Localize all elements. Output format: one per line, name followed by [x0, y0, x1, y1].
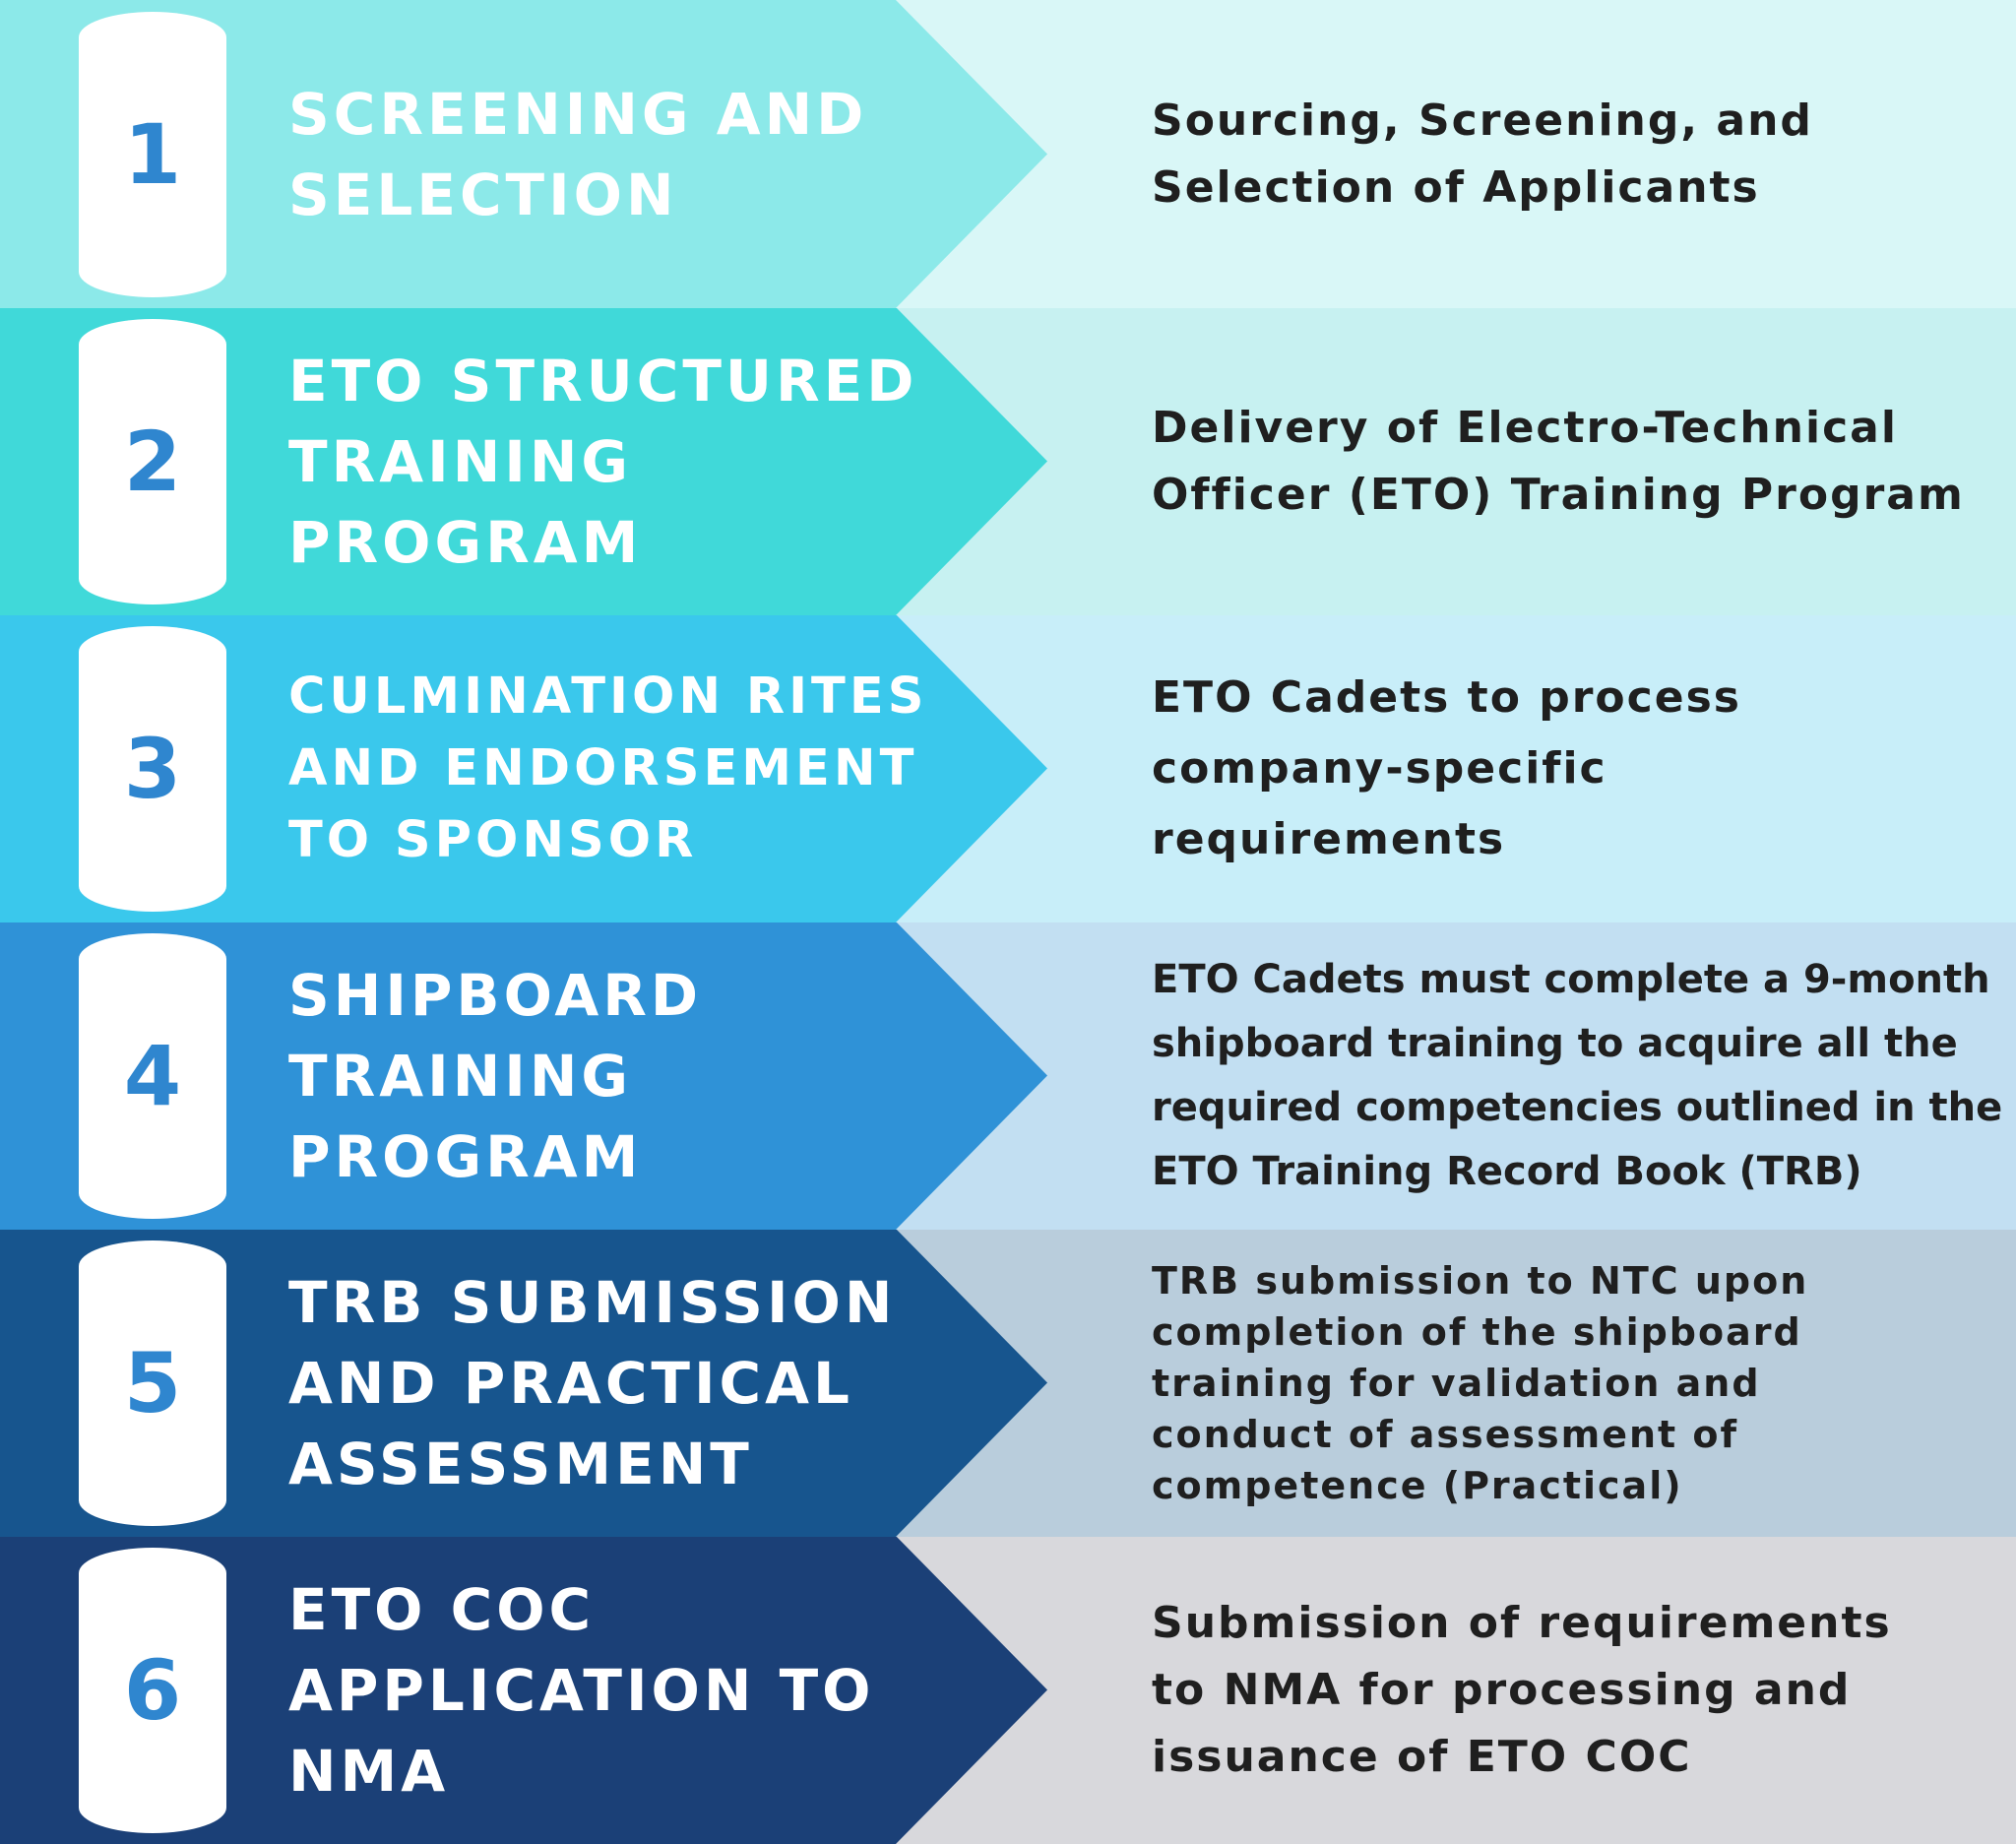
- step-row-2: [0, 307, 2016, 615]
- step-title-line: ASSESSMENT: [288, 1430, 753, 1497]
- step-title: [288, 614, 938, 922]
- step-title-line: AND PRACTICAL: [288, 1349, 853, 1417]
- step-description-line: Delivery of Electro-Technical: [1152, 402, 1898, 453]
- step-description-line: completion of the shipboard: [1152, 1309, 1802, 1354]
- step-title: [288, 0, 938, 308]
- step-title-line: PROGRAM: [288, 1122, 643, 1190]
- step-description-line: ETO Cadets must complete a 9-month: [1152, 956, 1990, 1002]
- step-title-line: TRAINING: [288, 427, 632, 495]
- step-description: [1152, 1536, 2008, 1844]
- step-description-line: ETO Cadets to process: [1152, 671, 1741, 723]
- step-title: [288, 1229, 938, 1537]
- step-title-line: CULMINATION RITES: [288, 668, 928, 726]
- step-title-line: ETO STRUCTURED: [288, 347, 918, 414]
- step-description: [1152, 1229, 2008, 1537]
- step-description: [1152, 307, 2008, 615]
- step-title-line: SELECTION: [288, 160, 678, 228]
- step-description-line: to NMA for processing and: [1152, 1664, 1852, 1715]
- step-title-line: AND ENDORSEMENT: [288, 739, 918, 797]
- step-description-line: Selection of Applicants: [1152, 161, 1760, 213]
- step-title: [288, 1536, 938, 1844]
- step-description: [1152, 614, 2008, 922]
- step-description-line: Officer (ETO) Training Program: [1152, 469, 1965, 520]
- step-row-5: [0, 1229, 2016, 1537]
- step-row-4: [0, 922, 2016, 1230]
- step-number-badge: 6: [79, 1548, 226, 1833]
- step-title-line: ETO COC: [288, 1575, 596, 1643]
- step-title-line: SHIPBOARD: [288, 961, 703, 1029]
- step-number-badge: 1: [79, 12, 226, 297]
- step-description: [1152, 0, 2008, 308]
- step-title: [288, 307, 938, 615]
- step-title-line: TRAINING: [288, 1042, 632, 1110]
- step-number-badge: 4: [79, 933, 226, 1219]
- step-title: [288, 922, 938, 1230]
- step-title-line: NMA: [288, 1737, 450, 1805]
- step-description-line: training for validation and: [1152, 1361, 1761, 1405]
- step-title-line: SCREENING AND: [288, 80, 868, 148]
- step-row-6: [0, 1536, 2016, 1844]
- step-title-line: PROGRAM: [288, 508, 643, 576]
- step-description-line: Sourcing, Screening, and: [1152, 95, 1813, 146]
- step-description: [1152, 922, 2008, 1230]
- step-description-line: Submission of requirements: [1152, 1597, 1892, 1648]
- step-description-line: ETO Training Record Book (TRB): [1152, 1148, 1862, 1194]
- step-description-line: required competencies outlined in the: [1152, 1084, 2003, 1130]
- step-description-line: shipboard training to acquire all the: [1152, 1020, 1958, 1066]
- step-number-badge: 2: [79, 319, 226, 604]
- step-description-line: company-specific: [1152, 742, 1607, 794]
- step-description-line: requirements: [1152, 813, 1506, 864]
- step-description-line: TRB submission to NTC upon: [1152, 1258, 1809, 1303]
- step-number-badge: 5: [79, 1240, 226, 1526]
- step-description-line: competence (Practical): [1152, 1463, 1683, 1507]
- step-row-3: [0, 614, 2016, 922]
- step-number-badge: 3: [79, 626, 226, 912]
- step-description-line: conduct of assessment of: [1152, 1412, 1739, 1456]
- step-title-line: TO SPONSOR: [288, 811, 698, 869]
- step-row-1: [0, 0, 2016, 308]
- step-title-line: APPLICATION TO: [288, 1656, 875, 1724]
- step-title-line: TRB SUBMISSION: [288, 1268, 897, 1336]
- step-description-line: issuance of ETO COC: [1152, 1731, 1692, 1782]
